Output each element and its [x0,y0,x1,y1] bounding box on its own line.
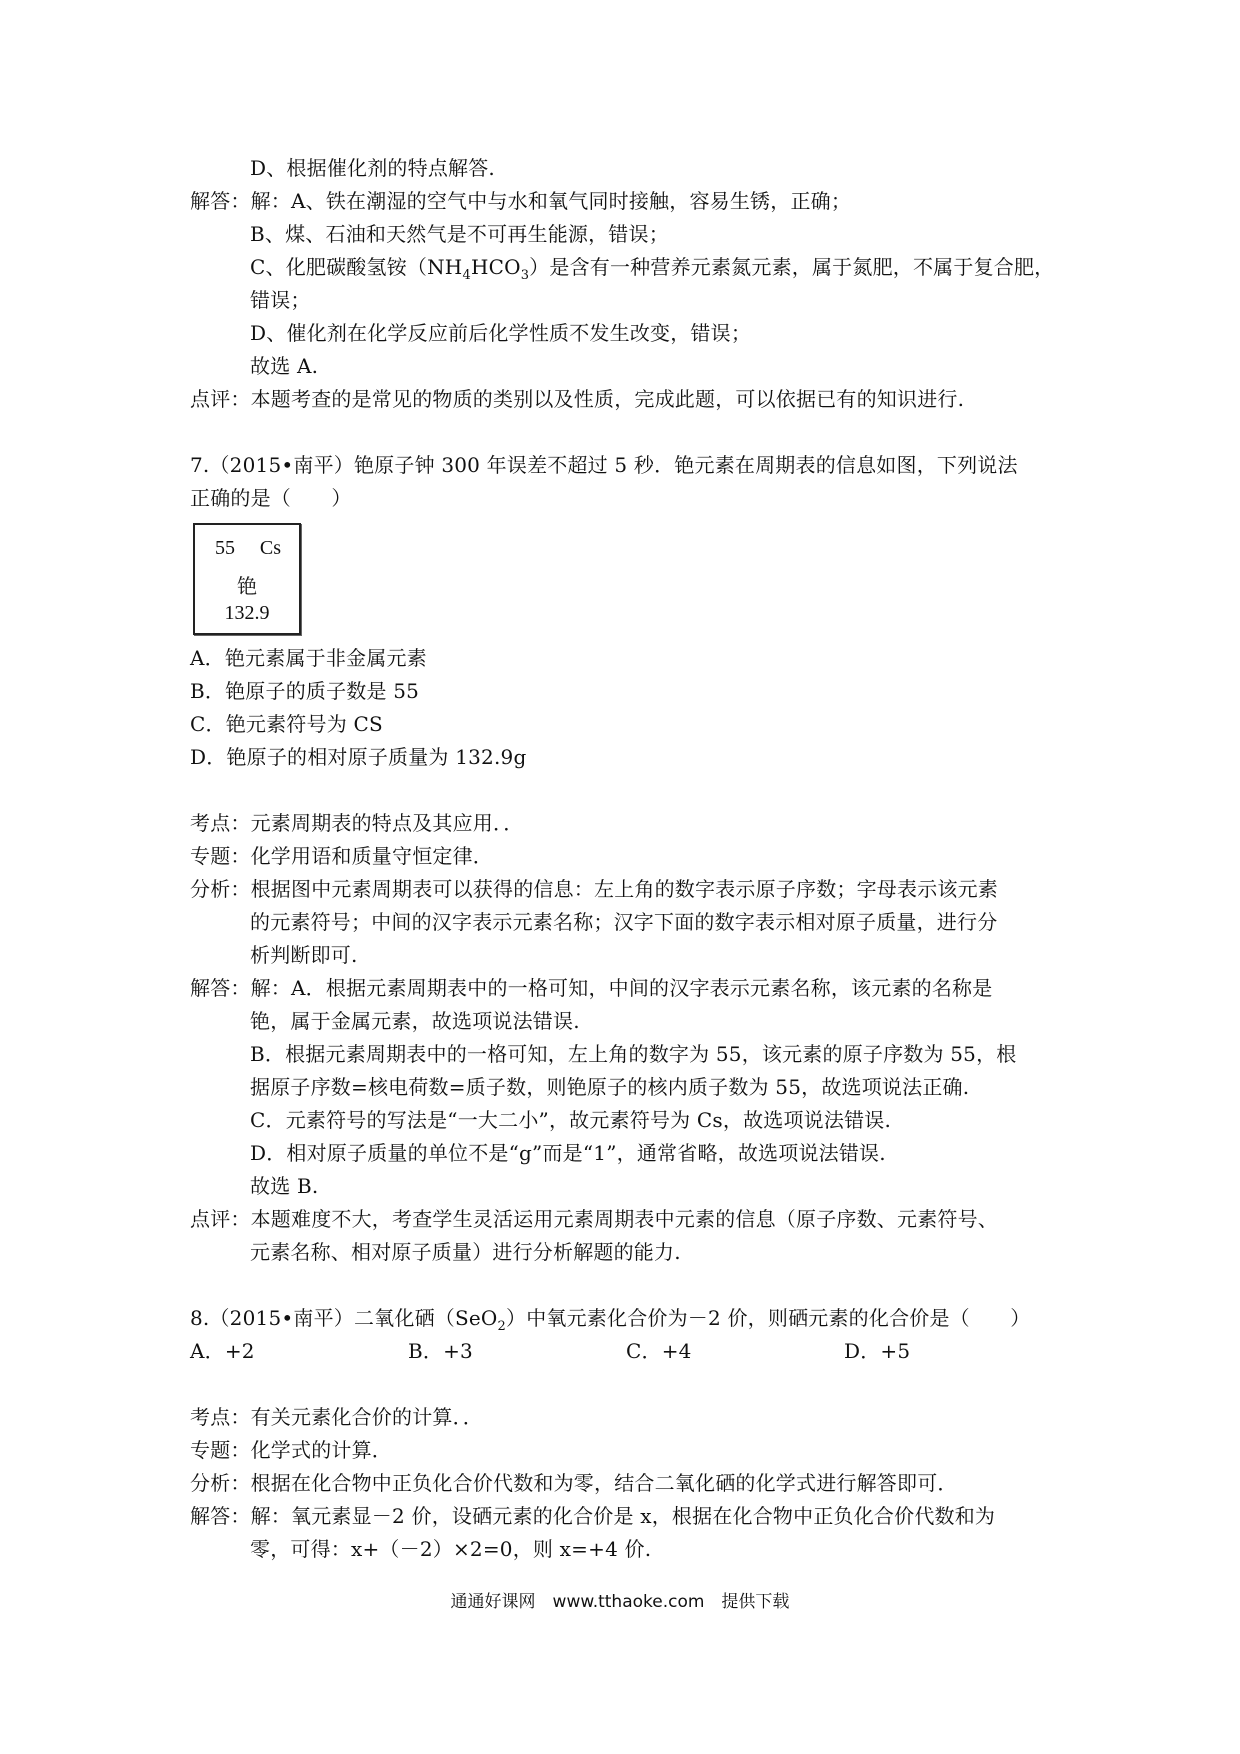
q8-point [190,1401,1070,1434]
q7-topic [190,840,1070,873]
q8-option-a: A．+2 [190,1339,255,1363]
q8-stem [190,1302,1070,1335]
q6-answer-c-cont: 错误； [250,288,311,312]
q8-stem-sub: 2 [497,1319,506,1334]
q6-answer-c-post: ）是含有一种营养元素氮元素，属于氮肥，不属于复合肥， [529,255,1055,279]
q7-topic-text: 化学用语和质量守恒定律． [250,844,494,868]
q7-analysis-line-2: 的元素符号；中间的汉字表示元素名称；汉字下面的数字表示相对原子质量，进行分 [250,910,998,934]
q8-analysis [190,1467,1070,1500]
q7-stem-line-2: 正确的是（ ） [190,486,352,510]
q8-point-text: 有关元素化合价的计算．． [250,1405,484,1429]
q6-answer-text-1: 解：A、铁在潮湿的空气中与水和氧气同时接触，容易生锈，正确； [250,189,852,213]
q7-analysis-line-1 [190,873,1070,906]
q6-comment-label: 点评： [190,387,251,411]
q8-option-d: D．+5 [844,1339,911,1363]
q7-comment-line-1 [190,1203,1070,1236]
q7-answer-choice: 故选 B. [250,1174,319,1198]
q7-answer-text-1: 解：A．根据元素周期表中的一格可知，中间的汉字表示元素名称，该元素的名称是 [250,976,993,1000]
q6-answer-b: B、煤、石油和天然气是不可再生能源，错误； [250,222,669,246]
q7-answer-line-1 [190,972,1070,1005]
q7-point-label: 考点： [190,811,251,835]
q7-topic-label: 专题： [190,844,251,868]
q7-point-text: 元素周期表的特点及其应用．． [250,811,524,835]
q6-answer-label: 解答： [190,189,251,213]
q7-option-c: C．铯元素符号为 CS [190,712,383,736]
q6-answer-c-mid: HCO [470,255,521,279]
cesium-element-tile [193,523,301,635]
q8-stem-post: ）中氧元素化合价为－2 价，则硒元素的化合价是（ ） [506,1306,1031,1330]
q6-answer-choice: 故选 A. [250,354,319,378]
q7-answer-line-2: 铯，属于金属元素，故选项说法错误. [250,1009,580,1033]
q8-topic-text: 化学式的计算． [250,1438,393,1462]
q7-option-b: B．铯原子的质子数是 55 [190,679,420,703]
q6-answer-line-1 [190,185,1070,218]
q6-comment-text: 本题考查的是常见的物质的类别以及性质，完成此题，可以依据已有的知识进行. [250,387,965,411]
q7-stem-line-1: 7.（2015•南平）铯原子钟 300 年误差不超过 5 秒．铯元素在周期表的信息如图，下列说法 [190,453,1018,477]
q7-comment-label: 点评： [190,1207,251,1231]
q7-answer-line-6: D．相对原子质量的单位不是“g”而是“1”，通常省略，故选项说法错误. [250,1141,886,1165]
q8-stem-pre: 8.（2015•南平）二氧化硒（SeO [190,1306,498,1330]
q8-topic [190,1434,1070,1467]
q8-answer-line-1 [190,1500,1070,1533]
q8-options [190,1335,1070,1368]
q6-answer-c-pre: C、化肥碳酸氢铵（NH [250,255,463,279]
q6-answer-c-sub-4: 4 [462,268,471,283]
q7-answer-line-3: B．根据元素周期表中的一格可知，左上角的数字为 55，该元素的原子序数为 55，根 [250,1042,1017,1066]
q6-answer-c-sub-3: 3 [520,268,530,283]
element-atomic-mass: 132.9 [224,602,270,624]
element-atomic-number: 55 [215,537,235,559]
q8-answer-line-2: 零，可得：x+（－2）×2=0，则 x=+4 价. [250,1537,652,1561]
q7-answer-line-5: C．元素符号的写法是“一大二小”，故元素符号为 Cs，故选项说法错误. [250,1108,892,1132]
element-symbol: Cs [259,537,281,559]
q7-analysis-label: 分析： [190,877,251,901]
q7-analysis-line-3: 析判断即可. [250,943,358,967]
page-footer: 通通好课网 www.tthaoke.com 提供下载 [450,1592,790,1612]
q6-answer-c [250,251,1130,284]
q7-analysis-text-1: 根据图中元素周期表可以获得的信息：左上角的数字表示原子序数；字母表示该元素 [250,877,999,901]
q7-option-d: D．铯原子的相对原子质量为 132.9g [190,745,527,769]
q8-answer-label: 解答： [190,1504,251,1528]
q7-comment-line-2: 元素名称、相对原子质量）进行分析解题的能力. [250,1240,681,1264]
q8-analysis-text: 根据在化合物中正负化合价代数和为零，结合二氧化硒的化学式进行解答即可． [250,1471,958,1495]
q7-answer-label: 解答： [190,976,251,1000]
q6-answer-d: D、催化剂在化学反应前后化学性质不发生改变，错误； [250,321,752,345]
q8-point-label: 考点： [190,1405,251,1429]
q8-topic-label: 专题： [190,1438,251,1462]
q8-answer-text-1: 解：氧元素显－2 价，设硒元素的化合价是 x，根据在化合物中正负化合价代数和为 [250,1504,996,1528]
q7-point [190,807,1070,840]
q6-comment [190,383,1070,416]
q8-analysis-label: 分析： [190,1471,251,1495]
q7-option-a: A．铯元素属于非金属元素 [190,646,427,670]
q8-option-c: C．+4 [626,1339,692,1363]
q7-comment-text-1: 本题难度不大，考查学生灵活运用元素周期表中元素的信息（原子序数、元素符号、 [250,1207,999,1231]
element-name: 铯 [237,576,257,598]
q8-option-b: B．+3 [408,1339,473,1363]
q7-answer-line-4: 据原子序数=核电荷数=质子数，则铯原子的核内质子数为 55，故选项说法正确. [250,1075,970,1099]
q6-analysis-d: D、根据催化剂的特点解答. [250,156,495,180]
